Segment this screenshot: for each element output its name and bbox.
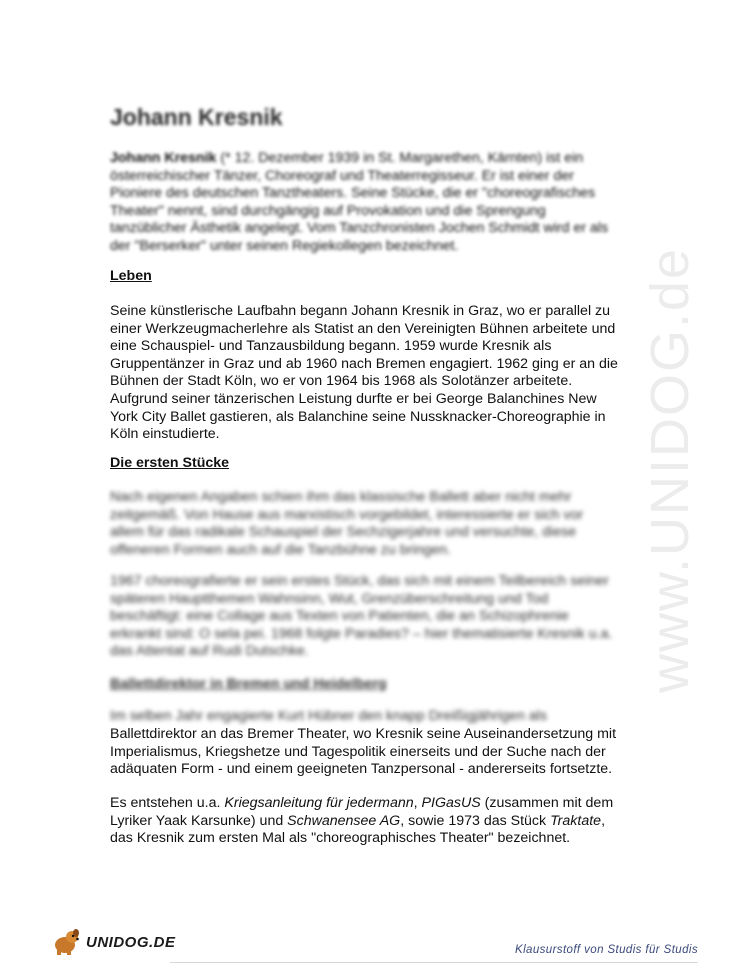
document-title: Johann Kresnik — [110, 104, 283, 130]
leben-paragraph — [110, 303, 638, 444]
ballettdirektor-line: adäquaten Form - und einem geeigneten Tanzpersonal - andererseits fortsetzte. — [110, 761, 613, 778]
footer-tagline: Klausurstoff von Studis für Studis — [515, 944, 698, 956]
ballettdirektor-line: das Kresnik zum ersten Mal als "choreographisches Theater" bezeichnet. — [110, 830, 571, 847]
unidog-logo[interactable] — [52, 928, 176, 956]
stuecke-line: Nach eigenen Angaben schien ihm das klassische Ballett aber nicht mehr — [110, 489, 572, 505]
leben-line: eine Schauspiel- und Tanzausbildung begann. 1959 wurde Kresnik als — [110, 338, 552, 355]
heading-die-ersten-stuecke: Die ersten Stücke — [110, 455, 230, 471]
ballettdirektor-line: Ballettdirektor an das Bremer Theater, wo Kresnik seine Auseinandersetzung mit — [110, 726, 617, 742]
intro-line: österreichischer Tänzer, Choreograf und Theaterregisseur. Er ist einer der — [110, 167, 574, 184]
stuecke-line: erkrankt sind: O sela pei. 1968 folgte Paradies? – hier thematisierte Kresnik u.a. — [110, 625, 613, 642]
dog-icon — [52, 928, 82, 956]
heading-leben: Leben — [110, 268, 152, 284]
logo-text: UNIDOG.DE — [86, 933, 176, 951]
stuecke-paragraph-2 — [110, 573, 638, 661]
stuecke-paragraph-1 — [110, 489, 638, 559]
leben-line: York City Ballet gastieren, als Balanchine seine Nussknacker-Choreographie in — [110, 408, 606, 425]
watermark: www.UNIDOG.de — [640, 246, 700, 694]
stuecke-line: zeitgemäß. Von Hause aus marxistisch vorgebildet, interessierte er sich vor — [110, 506, 584, 523]
ballettdirektor-line: Lyriker Yaak Karsunke) und Schwanensee AG, sowie 1973 das Stück Traktate, — [110, 812, 606, 829]
leben-line: Aufgrund seiner tänzerischen Leistung durfte er bei George Balanchines New — [110, 390, 597, 407]
ballettdirektor-paragraph-2 — [110, 795, 638, 848]
intro-line: Johann Kresnik (* 12. Dezember 1939 in St. Margarethen, Kärnten) ist ein — [110, 150, 584, 166]
stuecke-line: allem für das radikale Schauspiel der Sechzigerjahre und versuchte, diese — [110, 524, 577, 541]
footer-divider — [170, 962, 698, 963]
leben-line: Bühnen der Stadt Köln, wo er von 1964 bis 1968 als Solotänzer arbeitete. — [110, 373, 573, 390]
intro-line: Pioniere des deutschen Tanztheaters. Seine Stücke, die er "choreografisches — [110, 185, 596, 202]
stuecke-line: späteren Hauptthemen Wahnsinn, Wut, Grenzüberschreitung und Tod — [110, 590, 549, 607]
intro-line: tanzüblicher Ästhetik angelegt. Vom Tanzchronisten Jochen Schmidt wird er als — [110, 220, 609, 237]
stuecke-line: das Attentat auf Rudi Dutschke. — [110, 643, 309, 660]
leben-line: Seine künstlerische Laufbahn begann Johann Kresnik in Graz, wo er parallel zu — [110, 303, 611, 319]
stuecke-line: offeneren Formen auch auf die Tanzbühne zu bringen. — [110, 541, 452, 558]
leben-line: Gruppentänzer in Graz und ab 1960 nach Bremen engagiert. 1962 ging er an die — [110, 355, 618, 372]
intro-paragraph — [110, 150, 638, 256]
intro-line: der "Berserker" unter seinen Regiekollegen bezeichnet. — [110, 237, 459, 254]
ballettdirektor-blurred-line: Im selben Jahr engagierte Kurt Hübner den knapp Dreißigjährigen als — [110, 708, 547, 724]
ballettdirektor-paragraph-1 — [110, 726, 638, 779]
stuecke-line: beschäftigt: eine Collage aus Texten von Patienten, die an Schizophrenie — [110, 608, 569, 625]
ballettdirektor-line: Es entstehen u.a. Kriegsanleitung für jedermann, PIGasUS (zusammen mit dem — [110, 795, 614, 811]
ballettdirektor-line: Imperialismus, Kriegshetze und Tagespolitik einerseits und der Suche nach der — [110, 743, 606, 760]
leben-line: einer Werkzeugmacherlehre als Statist an den Vereinigten Bühnen arbeitete und — [110, 320, 616, 337]
intro-line: Theater" nennt, sind durchgängig auf Provokation und die Sprengung — [110, 202, 546, 219]
heading-ballettdirektor: Ballettdirektor in Bremen und Heidelberg — [110, 676, 387, 692]
stuecke-line: 1967 choreografierte er sein erstes Stück, das sich mit einem Teilbereich seiner — [110, 573, 609, 589]
leben-line: Köln einstudierte. — [110, 426, 220, 443]
